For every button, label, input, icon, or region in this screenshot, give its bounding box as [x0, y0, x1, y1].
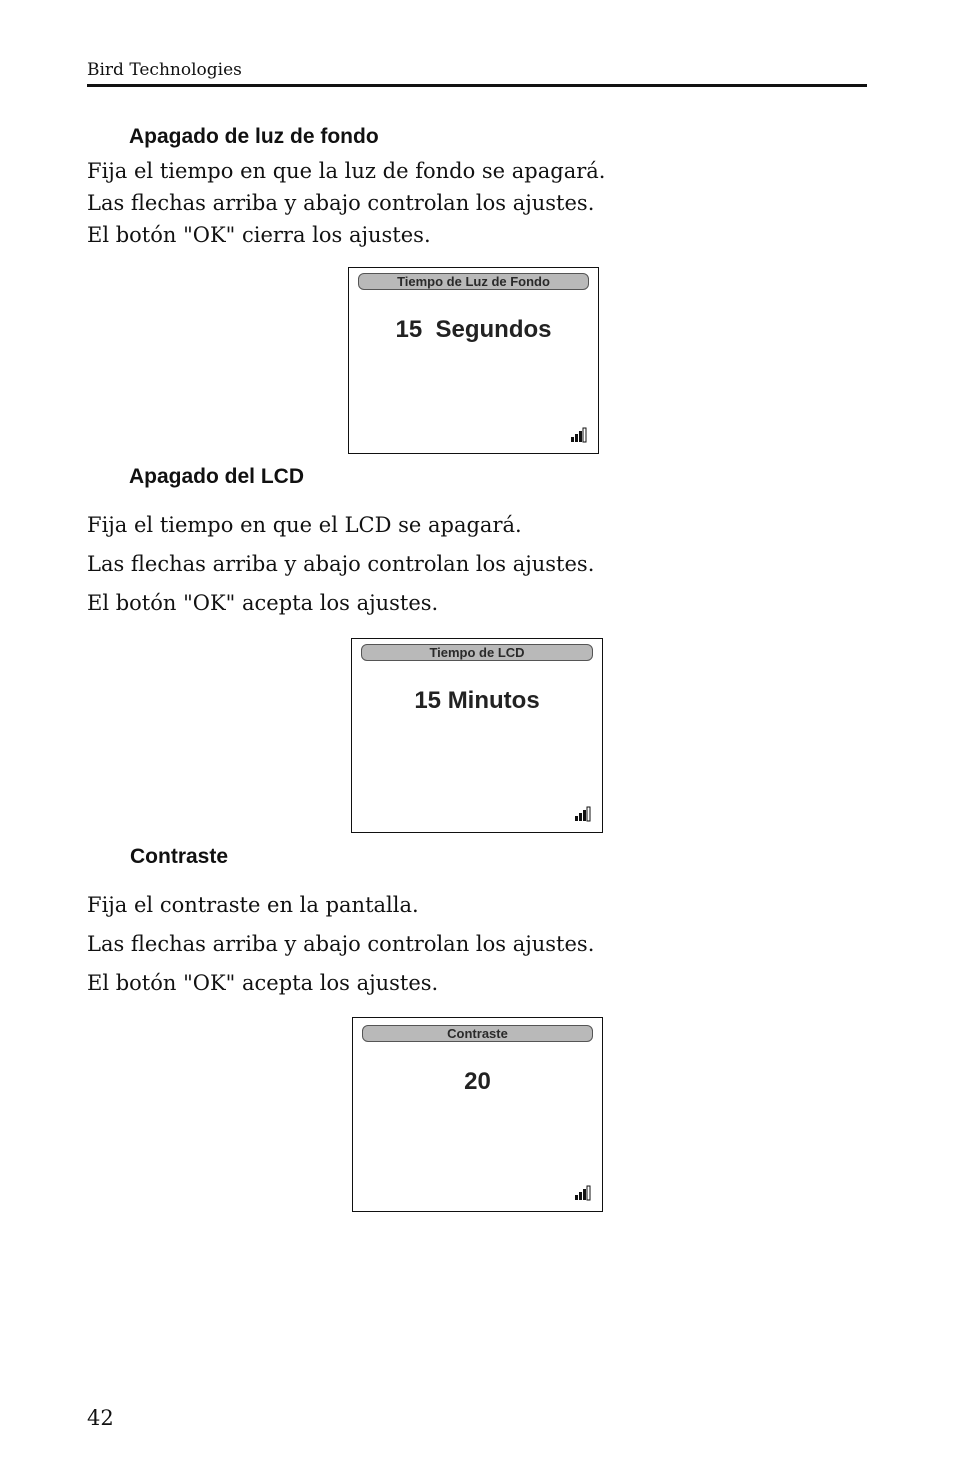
- text-line: Las flechas arriba y abajo controlan los ajustes.: [87, 191, 595, 215]
- screen-value: 20: [464, 1068, 491, 1095]
- screen-title: Tiempo de Luz de Fondo: [358, 273, 589, 290]
- text-line: Fija el tiempo en que el LCD se apagará.: [87, 513, 522, 537]
- text-line: El botón "OK" acepta los ajustes.: [87, 971, 439, 995]
- section-text-lcd: [87, 506, 594, 623]
- section-text-backlight: [87, 155, 605, 251]
- text-line: Fija el contraste en la pantalla.: [87, 893, 419, 917]
- device-screen-backlight: [348, 267, 599, 454]
- section-heading-lcd: Apagado del LCD: [129, 465, 305, 488]
- device-screen-lcd: [351, 638, 603, 833]
- text-line: Fija el tiempo en que la luz de fondo se apagará.: [87, 159, 606, 183]
- screen-title: Contraste: [362, 1025, 593, 1042]
- text-line: Las flechas arriba y abajo controlan los ajustes.: [87, 932, 595, 956]
- text-line: El botón "OK" cierra los ajustes.: [87, 223, 431, 247]
- section-heading-backlight: Apagado de luz de fondo: [129, 125, 379, 148]
- section-heading-contrast: Contraste: [130, 845, 229, 868]
- text-line: El botón "OK" acepta los ajustes.: [87, 591, 439, 615]
- header-rule: [87, 84, 867, 87]
- section-text-contrast: [87, 886, 594, 1003]
- screen-value: 15 Minutos: [414, 687, 540, 714]
- signal-bars-icon: [570, 427, 588, 443]
- header-company: Bird Technologies: [87, 60, 242, 80]
- signal-bars-icon: [574, 1185, 592, 1201]
- device-screen-contrast: [352, 1017, 603, 1212]
- signal-bars-icon: [574, 806, 592, 822]
- text-line: Las flechas arriba y abajo controlan los ajustes.: [87, 552, 595, 576]
- screen-value: 15 Segundos: [395, 316, 552, 343]
- page-number: 42: [87, 1406, 114, 1430]
- screen-title: Tiempo de LCD: [361, 644, 593, 661]
